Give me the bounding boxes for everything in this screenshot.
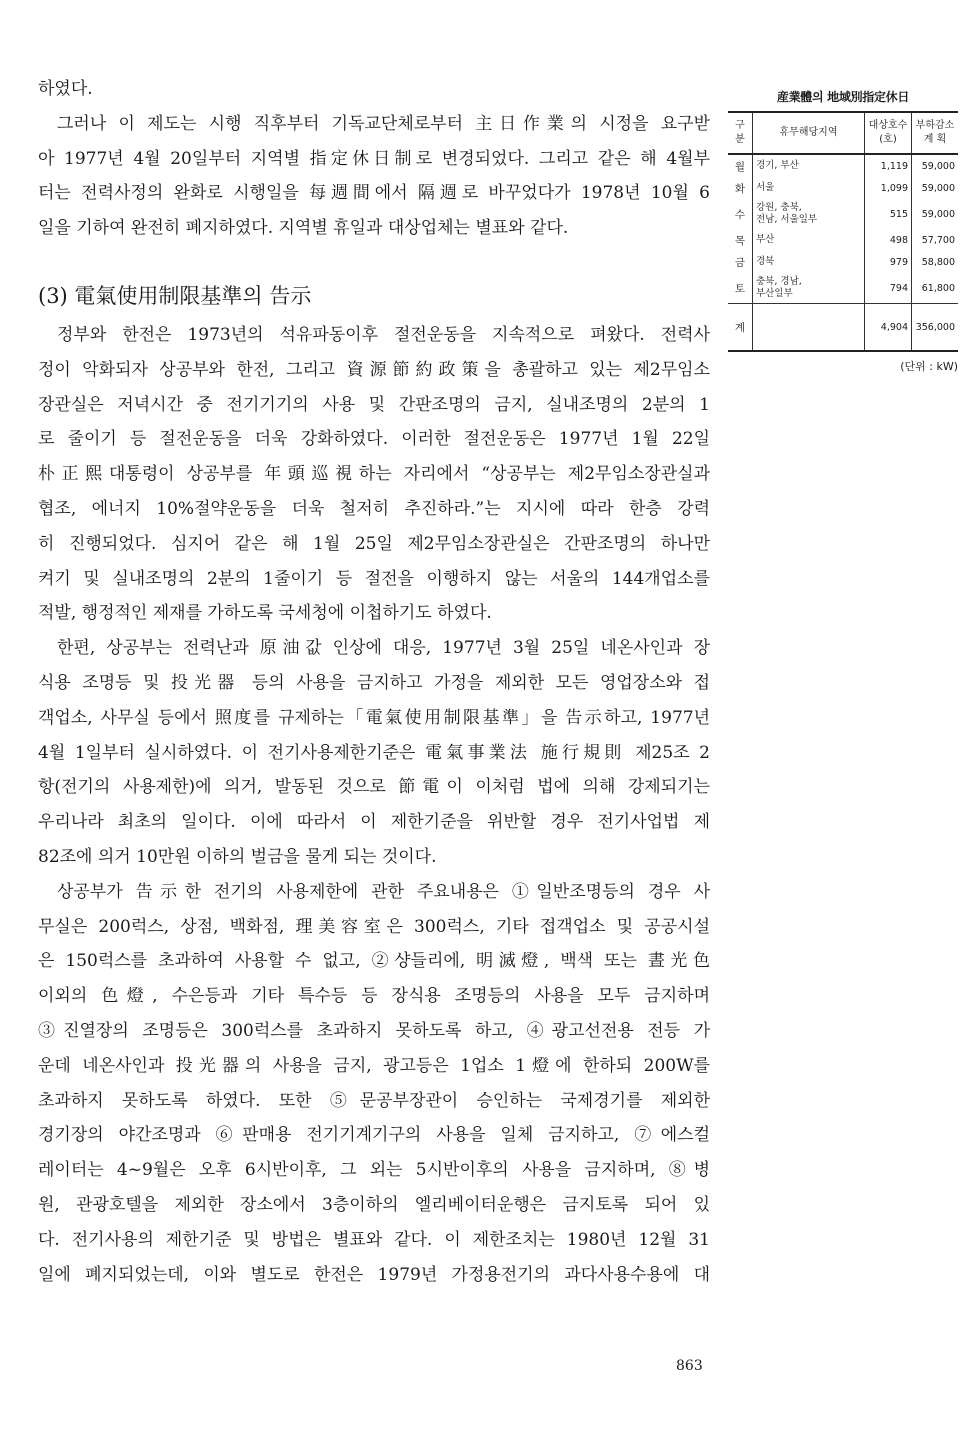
total-label: 계: [728, 304, 753, 352]
body-text-line: 레이터는 4~9월은 오후 6시반이후, 그 외는 5시반이후의 사용을 금지하며, ⑧병: [38, 1160, 710, 1181]
table-row: [728, 177, 958, 199]
body-text-line: 일에 폐지되었는데, 이와 별도로 한전은 1979년 가정용전기의 과다사용수용에 대: [38, 1264, 710, 1285]
body-text-line: 로 줄이기 등 절전운동을 더욱 강화하였다. 이러한 절전운동은 1977년 1월 22일: [38, 429, 710, 450]
total-reduction: 356,000: [912, 304, 959, 352]
body-text-line: 항(전기의 사용제한)에 의거, 발동된 것으로 節電이 이처럼 법에 의해 강제되기는: [38, 777, 710, 798]
table-row: [728, 154, 958, 177]
count-cell: 515: [865, 199, 912, 229]
table-title: 産業體의 地域別指定休日: [776, 90, 910, 104]
body-text-line: 한편, 상공부는 전력난과 原油값 인상에 대응, 1977년 3월 25일 네온사인과 장: [57, 638, 710, 659]
body-text-line: 은 150럭스를 초과하여 사용할 수 없고, ②샹들리에, 明滅燈, 백색 또는 晝光色: [38, 951, 710, 972]
day-cell: 금: [728, 251, 753, 273]
total-count: 4,904: [865, 304, 912, 352]
reduction-cell: 59,000: [912, 154, 959, 177]
body-text-line: 히 진행되었다. 심지어 같은 해 1월 25일 제2무임소장관실은 간판조명의 하나만: [38, 533, 710, 554]
section-heading: (3) 電氣使用制限基準의 告示: [38, 283, 312, 308]
body-text-line: 정이 악화되자 상공부와 한전, 그리고 資源節約政策을 총괄하고 있는 제2무임소: [38, 359, 710, 380]
region-cell: 강원, 충북, 전남, 서울일부: [753, 199, 865, 229]
paragraph-block-before: [38, 72, 710, 246]
reduction-cell: 58,800: [912, 251, 959, 273]
page-number: 863: [676, 1358, 703, 1374]
reduction-cell: 59,000: [912, 177, 959, 199]
body-text-line: 그러나 이 제도는 시행 직후부터 기독교단체로부터 主日作業의 시정을 요구받: [57, 113, 710, 134]
reduction-cell: 61,800: [912, 273, 959, 304]
body-text-line: 4월 1일부터 실시하였다. 이 전기사용제한기준은 電氣事業法 施行規則 제25조 2: [38, 742, 710, 763]
body-text-line: 식용 조명등 및 投光器 등의 사용을 금지하고 가정을 제외한 모든 영업장소와 접: [38, 672, 710, 693]
body-text-line: 이외의 色燈, 수은등과 기타 특수등 등 장식용 조명등의 사용을 모두 금지하며: [38, 986, 710, 1007]
header-region: 휴무해당지역: [753, 112, 865, 154]
day-cell: 토: [728, 273, 753, 304]
region-cell: 경북: [753, 251, 865, 273]
body-text-line: 일을 기하여 완전히 폐지하였다. 지역별 휴일과 대상업체는 별표와 같다.: [38, 218, 569, 239]
count-cell: 794: [865, 273, 912, 304]
body-text-line: 장관실은 저녁시간 중 전기기기의 사용 및 간판조명의 금지, 실내조명의 2분의 1: [38, 394, 710, 415]
total-region: [753, 304, 865, 352]
table-row: [728, 229, 958, 251]
spacer: [38, 246, 710, 274]
day-cell: 월: [728, 154, 753, 177]
body-text-line: 협조, 에너지 10%절약운동을 더욱 철저히 추진하라.”는 지시에 따라 한층 강력: [38, 498, 710, 519]
body-text-line: 터는 전력사정의 완화로 시행일을 每週間에서 隔週로 바꾸었다가 1978년 10월 6: [38, 183, 710, 204]
count-cell: 1,099: [865, 177, 912, 199]
body-text-line: 적발, 행정적인 제재를 가하도록 국세청에 이첩하기도 하였다.: [38, 603, 492, 624]
reduction-cell: 57,700: [912, 229, 959, 251]
region-cell: 부산: [753, 229, 865, 251]
body-text-line: 아 1977년 4월 20일부터 지역별 指定休日制로 변경되었다. 그리고 같은 해 4월부: [38, 148, 710, 169]
header-count: 대상호수 (호): [865, 112, 912, 154]
body-text-line: 朴正熙대통령이 상공부를 年頭巡視하는 자리에서 “상공부는 제2무임소장관실과: [38, 464, 710, 485]
body-text-line: 상공부가 告示한 전기의 사용제한에 관한 주요내용은 ①일반조명등의 경우 사: [57, 881, 710, 902]
paragraph-block-after: [38, 318, 710, 1292]
region-cell: 경기, 부산: [753, 154, 865, 177]
count-cell: 498: [865, 229, 912, 251]
body-text-line: 정부와 한전은 1973년의 석유파동이후 절전운동을 지속적으로 펴왔다. 전력사: [57, 324, 710, 345]
table-header-row: [728, 112, 958, 154]
day-cell: 화: [728, 177, 753, 199]
region-cell: 충북, 경남, 부산일부: [753, 273, 865, 304]
total-row: [728, 304, 958, 352]
header-reduction: 부하감소 계 획: [912, 112, 959, 154]
body-text-line: 82조에 의거 10만원 이하의 벌금을 물게 되는 것이다.: [38, 846, 437, 867]
unit-note: (단위 : kW): [900, 360, 958, 373]
body-text-line: 다. 전기사용의 제한기준 및 방법은 별표와 같다. 이 제한조치는 1980년 12월 31: [38, 1229, 710, 1250]
count-cell: 1,119: [865, 154, 912, 177]
body-text-line: 우리나라 최초의 일이다. 이에 따라서 이 제한기준을 위반할 경우 전기사업법 제: [38, 812, 710, 833]
body-text-line: 무실은 200럭스, 상점, 백화점, 理美容室은 300럭스, 기타 접객업소 및 공공시설: [38, 916, 710, 937]
main-text-column: [38, 72, 710, 1292]
table-body: [728, 154, 958, 351]
day-cell: 수: [728, 199, 753, 229]
side-table-panel: [728, 88, 958, 374]
body-text-line: 경기장의 야간조명과 ⑥판매용 전기기계기구의 사용을 일체 금지하고, ⑦에스컬: [38, 1125, 710, 1146]
body-text-line: 켜기 및 실내조명의 2분의 1줄이기 등 절전을 이행하지 않는 서울의 144개업소를: [38, 568, 710, 589]
day-cell: 목: [728, 229, 753, 251]
body-text-line: 객업소, 사무실 등에서 照度를 규제하는「電氣使用制限基準」을 告示하고, 1977년: [38, 707, 710, 728]
table-row: [728, 273, 958, 304]
table-row: [728, 199, 958, 229]
body-text-line: ③진열장의 조명등은 300럭스를 초과하지 못하도록 하고, ④광고선전용 전등 가: [38, 1020, 710, 1041]
region-cell: 서울: [753, 177, 865, 199]
body-text-line: 초과하지 못하도록 하였다. 또한 ⑤문공부장관이 승인하는 국제경기를 제외한: [38, 1090, 710, 1111]
reduction-cell: 59,000: [912, 199, 959, 229]
count-cell: 979: [865, 251, 912, 273]
body-text-line: 원, 관광호텔을 제외한 장소에서 3층이하의 엘리베이터운행은 금지토록 되어 있: [38, 1194, 710, 1215]
body-text-line: 하였다.: [38, 79, 93, 99]
header-category: 구분: [728, 112, 753, 154]
holiday-table: [728, 111, 958, 352]
body-text-line: 운데 네온사인과 投光器의 사용을 금지, 광고등은 1업소 1燈에 한하되 200W를: [38, 1055, 710, 1076]
table-row: [728, 251, 958, 273]
